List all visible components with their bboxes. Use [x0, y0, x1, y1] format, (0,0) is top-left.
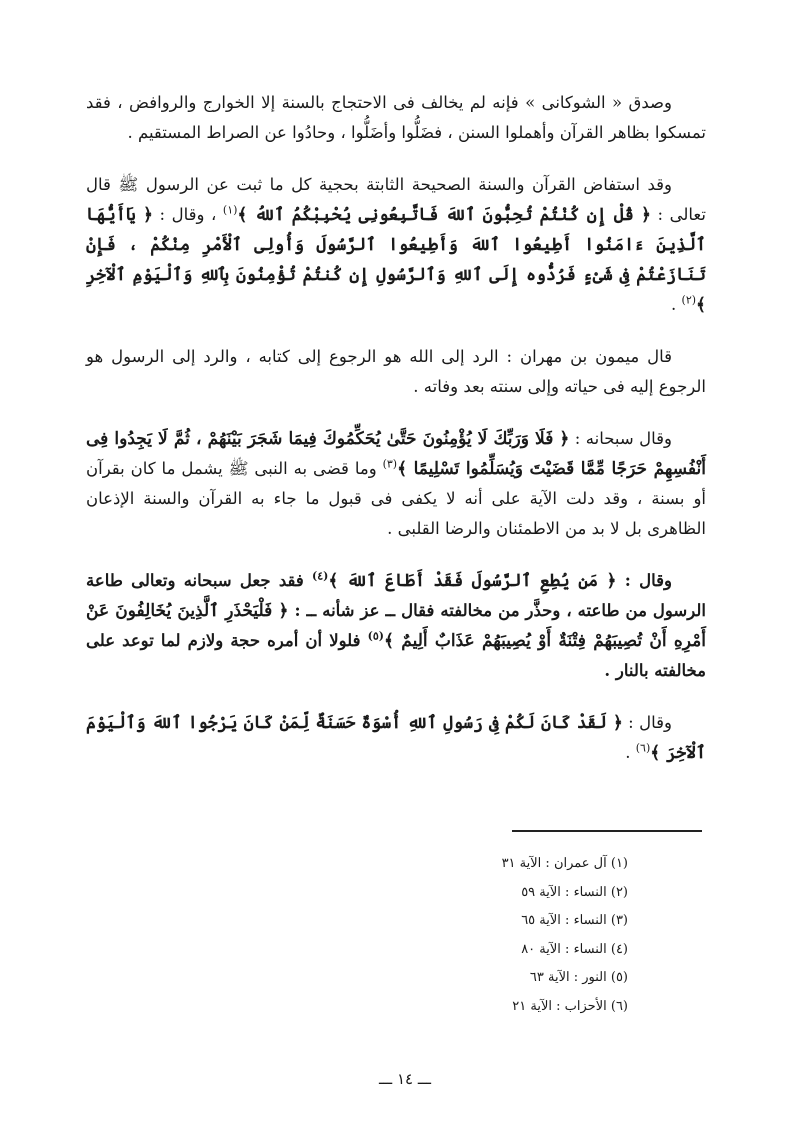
paragraph-p6 — [86, 708, 706, 768]
quran-verse: ﴿ قُلْ إِن كُنْتُمْ تُحِبُّونَ ٱللهَ فَاتَّبِعُونِى يُحْبِبْكُمُ ٱللهُ ﴾ — [237, 205, 651, 225]
footnote-5: (٥) النور : الآية ٦٣ — [529, 970, 628, 985]
footnote-marker: (٥) — [367, 629, 385, 643]
paragraph-p2 — [86, 170, 706, 320]
page-body — [86, 88, 706, 790]
paragraph-text: وما قضى به النبى ﷺ يشمل ما كان بقرآن أو بسنة ، وقد دلت الآية على أنه لا يكفى فى قبول ما جاء به القرآن والسنة الإذعان الظاهرى بل لا بد من الاطمئنان والرضا القلبى . — [86, 459, 706, 538]
paragraph-text: وصدق « الشوكانى » فإنه لم يخالف فى الاحتجاج بالسنة إلا الخوارج والروافض ، فقد تمسكوا بظاهر القرآن وأهملوا السنن ، فضَلُّوا وأضَلُّوا ، وحادُوا عن الصراط المستقيم . — [86, 93, 706, 142]
footnotes-list — [378, 850, 628, 1021]
footnote-marker: (٦) — [635, 741, 651, 755]
footnote-2: (٢) النساء : الآية ٥٩ — [521, 884, 628, 900]
paragraph-p5 — [86, 566, 706, 686]
footnote-marker: (١) — [222, 203, 238, 217]
paragraph-text: وقال : — [616, 571, 673, 590]
quran-verse: ﴿ لَقَدْ كَانَ لَكُمْ فِى رَسُولِ ٱللهِ أُسْوَةٌ حَسَنَةٌ لِّمَنْ كَانَ يَرْجُوا ٱللهَ وَٱلْيَوْمَ ٱلْآخِرَ ﴾ — [86, 713, 706, 763]
paragraph-text: . — [625, 743, 636, 762]
footnote-marker: (٢) — [681, 293, 697, 307]
paragraph-text: ، وقال : — [152, 205, 223, 224]
paragraph-text: قال ميمون بن مهران : الرد إلى الله هو الرجوع إلى كتابه ، والرد إلى الرسول هو الرجوع إليه فى حياته وإلى سنته بعد وفاته . — [86, 347, 706, 396]
footnote-marker: (٤) — [311, 569, 329, 583]
footnote-6: (٦) الأحزاب : الآية ٢١ — [512, 998, 628, 1014]
quran-verse: ﴿ فَلَا وَرَبِّكَ لَا يُؤْمِنُونَ حَتَّىٰ يُحَكِّمُوكَ فِيمَا شَجَرَ بَيْنَهُمْ ، ثُمَّ لَا يَجِدُوا فِى أَنْفُسِهِمْ حَرَجًا مِّمَّا قَضَيْتَ وَيُسَلِّمُوا تَسْلِيمًا ﴾ — [86, 429, 706, 479]
paragraph-text: وقد استفاض القرآن والسنة الصحيحة الثابتة بحجية كل ما ثبت عن الرسول ﷺ قال تعالى : — [86, 175, 706, 224]
paragraph-text: فلولا أن أمره حجة ولازم لما توعد على مخالفته بالنار . — [86, 631, 706, 680]
paragraph-text: وقال سبحانه : — [569, 429, 672, 448]
footnote-divider — [512, 830, 702, 832]
page-number: ـــ ١٤ ـــ — [378, 1070, 432, 1088]
quran-verse: ﴿ يَاأَيُّهَا ٱلَّذِينَ ءَامَنُوا أَطِيعُوا ٱللهَ وَأَطِيعُوا ٱلرَّسُولَ وَأُولِى ٱلْأَمْرِ مِنْكُمْ ، فَإِنْ تَنَازَعْتُمْ فِى شَىْءٍ فَرُدُّوه إِلَى ٱللهِ وَٱلرَّسُولِ إِن كُنتُمْ تُؤْمِنُونَ بِٱللهِ وَٱلْيَوْمِ ٱلْآخِرِ ﴾ — [86, 205, 706, 315]
paragraph-text: وقال : — [622, 713, 672, 732]
footnote-1: (١) آل عمران : الآية ٣١ — [501, 856, 628, 871]
paragraph-text: . — [671, 295, 682, 314]
paragraph-p4 — [86, 424, 706, 544]
footnote-3: (٣) النساء : الآية ٦٥ — [521, 913, 628, 928]
quran-verse: ﴿ فَلْيَحْذَرِ ٱلَّذِينَ يُخَالِفُونَ عَنْ أَمْرِهِ أَنْ تُصِيبَهُمْ فِتْنَةٌ أَوْ يُصِيبَهُمْ عَذَابٌ أَلِيمٌ ﴾ — [86, 601, 706, 651]
paragraph-p1 — [86, 88, 706, 148]
paragraph-text: فقد جعل سبحانه وتعالى طاعة الرسول من طاعته ، وحذَّر من مخالفته فقال ــ عز شأنه ــ : — [86, 571, 706, 620]
quran-verse: ﴿ مَن يُطِعِ ٱلرَّسُولَ فَقَدْ أَطَاعَ ٱللهَ ﴾ — [328, 571, 617, 591]
footnote-marker: (٣) — [382, 457, 398, 471]
footnote-4: (٤) النساء : الآية ٨٠ — [521, 941, 628, 957]
paragraph-p3 — [86, 342, 706, 402]
